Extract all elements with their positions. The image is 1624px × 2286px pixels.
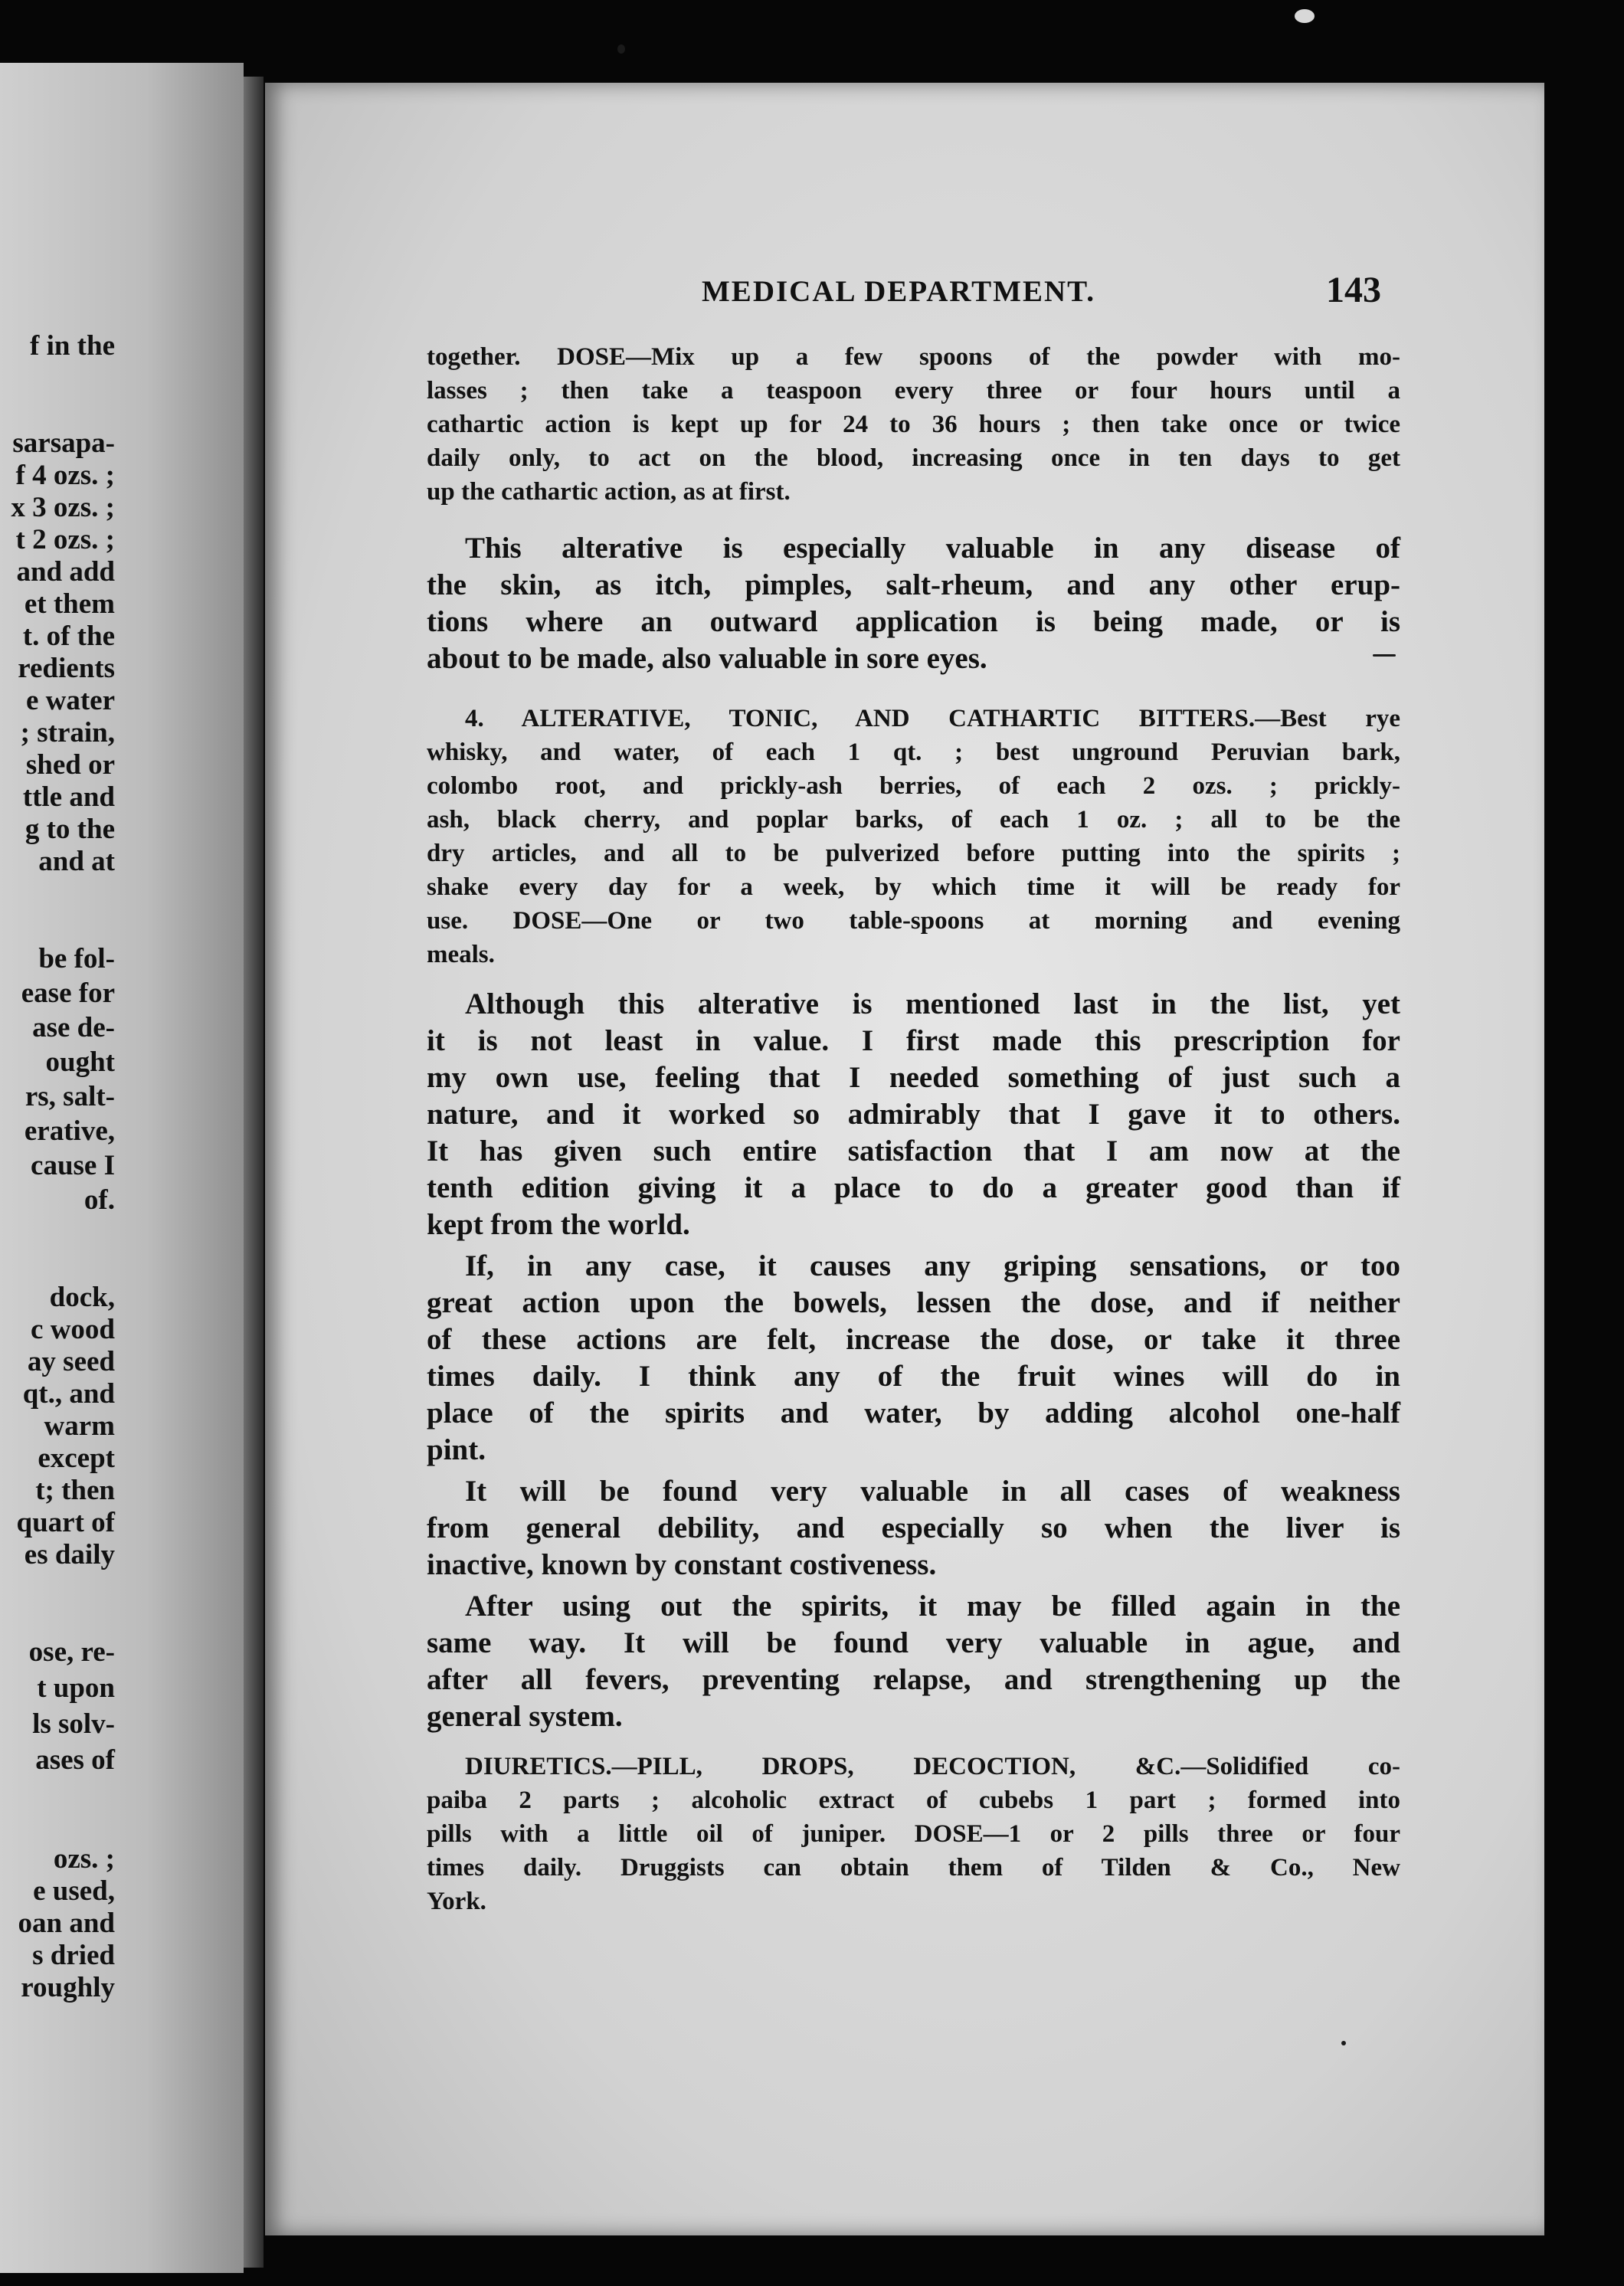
text-line: place of the spirits and water, by adding alcohol one-half	[427, 1397, 1400, 1430]
left-page-line: ought	[45, 1046, 115, 1078]
left-page-line: and at	[38, 846, 115, 877]
left-page-line: cause I	[31, 1150, 115, 1181]
left-page-line: shed or	[25, 749, 115, 781]
running-header: MEDICAL DEPARTMENT.	[702, 275, 1096, 308]
left-page-line: and add	[16, 556, 115, 588]
left-page-line: warm	[44, 1410, 115, 1442]
text-line: Although this alterative is mentioned last in the list, yet	[465, 987, 1400, 1020]
ink-speck	[617, 44, 625, 54]
left-page-line: erative,	[24, 1115, 115, 1147]
text-line: 4. ALTERATIVE, TONIC, AND CATHARTIC BITTERS.—Best rye	[465, 705, 1400, 732]
right-page	[265, 83, 1544, 2235]
left-page-line: be fol-	[38, 943, 115, 974]
left-page-line: ozs. ;	[53, 1843, 115, 1875]
ink-speck	[1373, 654, 1396, 657]
ink-speck	[1341, 2041, 1346, 2045]
ink-speck	[1295, 9, 1315, 23]
text-line: lasses ; then take a teaspoon every three or four hours until a	[427, 377, 1400, 404]
left-page-line: ease for	[21, 978, 115, 1009]
left-page-line: c wood	[31, 1314, 115, 1345]
text-line: cathartic action is kept up for 24 to 36 hours ; then take once or twice	[427, 411, 1400, 438]
left-page-line: of.	[83, 1184, 115, 1216]
text-line: kept from the world.	[427, 1208, 690, 1241]
left-page-line: ay seed	[27, 1346, 115, 1377]
left-page-line: ; strain,	[20, 717, 115, 748]
left-page-line: sarsapa-	[12, 427, 115, 459]
left-page-line: rs, salt-	[25, 1081, 115, 1112]
text-line: great action upon the bowels, lessen the dose, and if neither	[427, 1286, 1400, 1319]
text-line: times daily. I think any of the fruit wines will do in	[427, 1360, 1400, 1393]
left-page-line: ls solv-	[32, 1708, 115, 1740]
text-line: together. DOSE—Mix up a few spoons of the powder with mo-	[427, 343, 1400, 371]
left-page-line: roughly	[21, 1972, 115, 2003]
text-line: same way. It will be found very valuable in ague, and	[427, 1626, 1400, 1659]
left-page-line: quart of	[16, 1507, 115, 1538]
text-line: After using out the spirits, it may be filled again in the	[465, 1590, 1400, 1623]
left-page-line: t. of the	[22, 621, 115, 652]
text-line: times daily. Druggists can obtain them of Tilden & Co., New	[427, 1854, 1400, 1882]
left-page-line: qt., and	[22, 1378, 115, 1410]
text-line: daily only, to act on the blood, increasing once in ten days to get	[427, 444, 1400, 472]
text-line: of these actions are felt, increase the dose, or take it three	[427, 1323, 1400, 1356]
text-line: whisky, and water, of each 1 qt. ; best unground Peruvian bark,	[427, 739, 1400, 766]
text-line: nature, and it worked so admirably that I gave it to others.	[427, 1098, 1400, 1131]
text-line: inactive, known by constant costiveness.	[427, 1548, 937, 1581]
page-number: 143	[1326, 270, 1381, 310]
text-line: York.	[427, 1888, 486, 1915]
left-page-line: ase de-	[32, 1012, 115, 1043]
left-page-line: except	[38, 1443, 115, 1474]
left-page-line: oan and	[18, 1908, 115, 1939]
left-page-line: dock,	[49, 1282, 115, 1313]
text-line: pills with a little oil of juniper. DOSE—1 or 2 pills three or four	[427, 1820, 1400, 1848]
text-line: use. DOSE—One or two table-spoons at morning and evening	[427, 907, 1400, 935]
text-line: it is not least in value. I first made this prescription for	[427, 1024, 1400, 1057]
text-line: paiba 2 parts ; alcoholic extract of cubebs 1 part ; formed into	[427, 1787, 1400, 1814]
left-page-line: ose, re-	[28, 1636, 115, 1668]
left-page-line: t upon	[37, 1672, 115, 1704]
left-page-line: s dried	[32, 1940, 115, 1971]
left-page-line: t 2 ozs. ;	[15, 524, 115, 555]
text-line: shake every day for a week, by which time it will be ready for	[427, 873, 1400, 901]
text-line: tenth edition giving it a place to do a greater good than if	[427, 1171, 1400, 1204]
left-page-line: f in the	[30, 330, 115, 362]
left-page-line: e water	[25, 685, 115, 716]
left-page-line: e used,	[33, 1875, 115, 1907]
text-line: pint.	[427, 1433, 486, 1466]
text-line: If, in any case, it causes any griping sensations, or too	[465, 1249, 1400, 1282]
text-line: the skin, as itch, pimples, salt-rheum, and any other erup-	[427, 568, 1400, 601]
left-facing-page	[0, 63, 244, 2273]
text-line: general system.	[427, 1700, 623, 1733]
text-line: from general debility, and especially so when the liver is	[427, 1511, 1400, 1544]
text-line: meals.	[427, 941, 495, 968]
left-page-line: redients	[18, 653, 115, 684]
left-page-line: ttle and	[22, 781, 115, 813]
text-line: dry articles, and all to be pulverized before putting into the spirits ;	[427, 840, 1400, 867]
left-page-line: f 4 ozs. ;	[15, 460, 115, 491]
text-line: my own use, feeling that I needed something of just such a	[427, 1061, 1400, 1094]
left-page-line: x 3 ozs. ;	[11, 492, 115, 523]
left-page-line: ases of	[35, 1744, 115, 1776]
left-page-line: es daily	[24, 1539, 115, 1570]
text-line: up the cathartic action, as at first.	[427, 478, 791, 506]
text-line: DIURETICS.—PILL, DROPS, DECOCTION, &C.—Solidified co-	[465, 1753, 1400, 1780]
left-page-line: t; then	[35, 1475, 115, 1506]
text-line: This alterative is especially valuable in any disease of	[465, 532, 1400, 565]
text-line: tions where an outward application is being made, or is	[427, 605, 1400, 638]
text-line: about to be made, also valuable in sore eyes.	[427, 642, 987, 675]
text-line: after all fevers, preventing relapse, and strengthening up the	[427, 1663, 1400, 1696]
text-line: It will be found very valuable in all cases of weakness	[465, 1475, 1400, 1508]
text-line: ash, black cherry, and poplar barks, of each 1 oz. ; all to be the	[427, 806, 1400, 834]
left-page-line: g to the	[25, 814, 115, 845]
book-gutter	[244, 77, 264, 2268]
left-page-line: et them	[24, 588, 115, 620]
text-line: It has given such entire satisfaction that I am now at the	[427, 1135, 1400, 1168]
text-line: colombo root, and prickly-ash berries, of each 2 ozs. ; prickly-	[427, 772, 1400, 800]
